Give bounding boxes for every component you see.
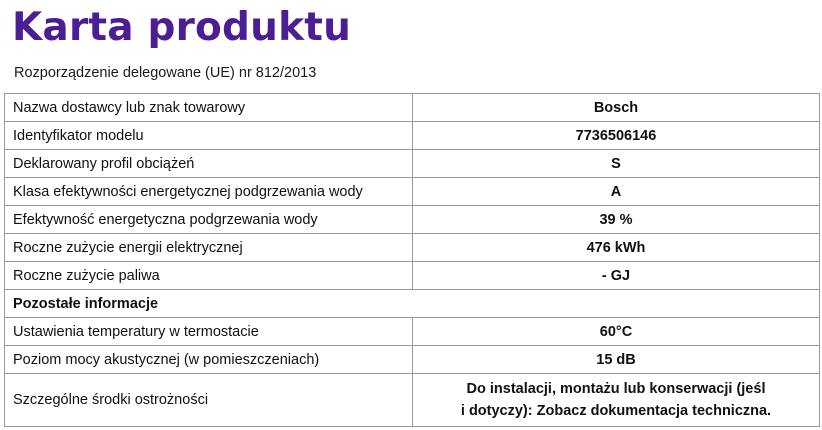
- row-label-efficiency: Efektywność energetyczna podgrzewania wody: [5, 206, 413, 234]
- row-value-fuel-consumption: - GJ: [413, 262, 820, 290]
- row-label-efficiency-class: Klasa efektywności energetycznej podgrzewania wody: [5, 178, 413, 206]
- product-spec-table: [4, 93, 820, 427]
- row-value-precautions: [413, 374, 820, 427]
- table-row: [5, 150, 820, 178]
- row-label-thermostat: Ustawienia temperatury w termostacie: [5, 318, 413, 346]
- section-heading: Pozostałe informacje: [5, 290, 820, 318]
- row-label-electricity-consumption: Roczne zużycie energii elektrycznej: [5, 234, 413, 262]
- row-value-model-id: 7736506146: [413, 122, 820, 150]
- table-row: [5, 262, 820, 290]
- row-value-efficiency: 39 %: [413, 206, 820, 234]
- table-row: [5, 206, 820, 234]
- row-label-supplier: Nazwa dostawcy lub znak towarowy: [5, 94, 413, 122]
- row-label-fuel-consumption: Roczne zużycie paliwa: [5, 262, 413, 290]
- row-value-efficiency-class: A: [413, 178, 820, 206]
- row-value-electricity-consumption: 476 kWh: [413, 234, 820, 262]
- row-label-load-profile: Deklarowany profil obciążeń: [5, 150, 413, 178]
- row-label-precautions: Szczególne środki ostrożności: [5, 374, 413, 427]
- row-label-model-id: Identyfikator modelu: [5, 122, 413, 150]
- precautions-line-1: Do instalacji, montażu lub konserwacji (jeśl: [466, 381, 766, 397]
- row-value-supplier: Bosch: [413, 94, 820, 122]
- row-value-load-profile: S: [413, 150, 820, 178]
- row-value-thermostat: 60°C: [413, 318, 820, 346]
- table-row: [5, 234, 820, 262]
- table-row: [5, 318, 820, 346]
- table-row: [5, 374, 820, 427]
- page-title: Karta produktu: [12, 5, 352, 50]
- table-row: [5, 346, 820, 374]
- section-row: [5, 290, 820, 318]
- precautions-line-2: i dotyczy): Zobacz dokumentacja techniczna.: [460, 403, 772, 419]
- row-label-sound-power: Poziom mocy akustycznej (w pomieszczeniach): [5, 346, 413, 374]
- row-value-sound-power: 15 dB: [413, 346, 820, 374]
- regulation-subtitle: Rozporządzenie delegowane (UE) nr 812/2013: [14, 65, 317, 81]
- table-row: [5, 178, 820, 206]
- table-row: [5, 122, 820, 150]
- table-row: [5, 94, 820, 122]
